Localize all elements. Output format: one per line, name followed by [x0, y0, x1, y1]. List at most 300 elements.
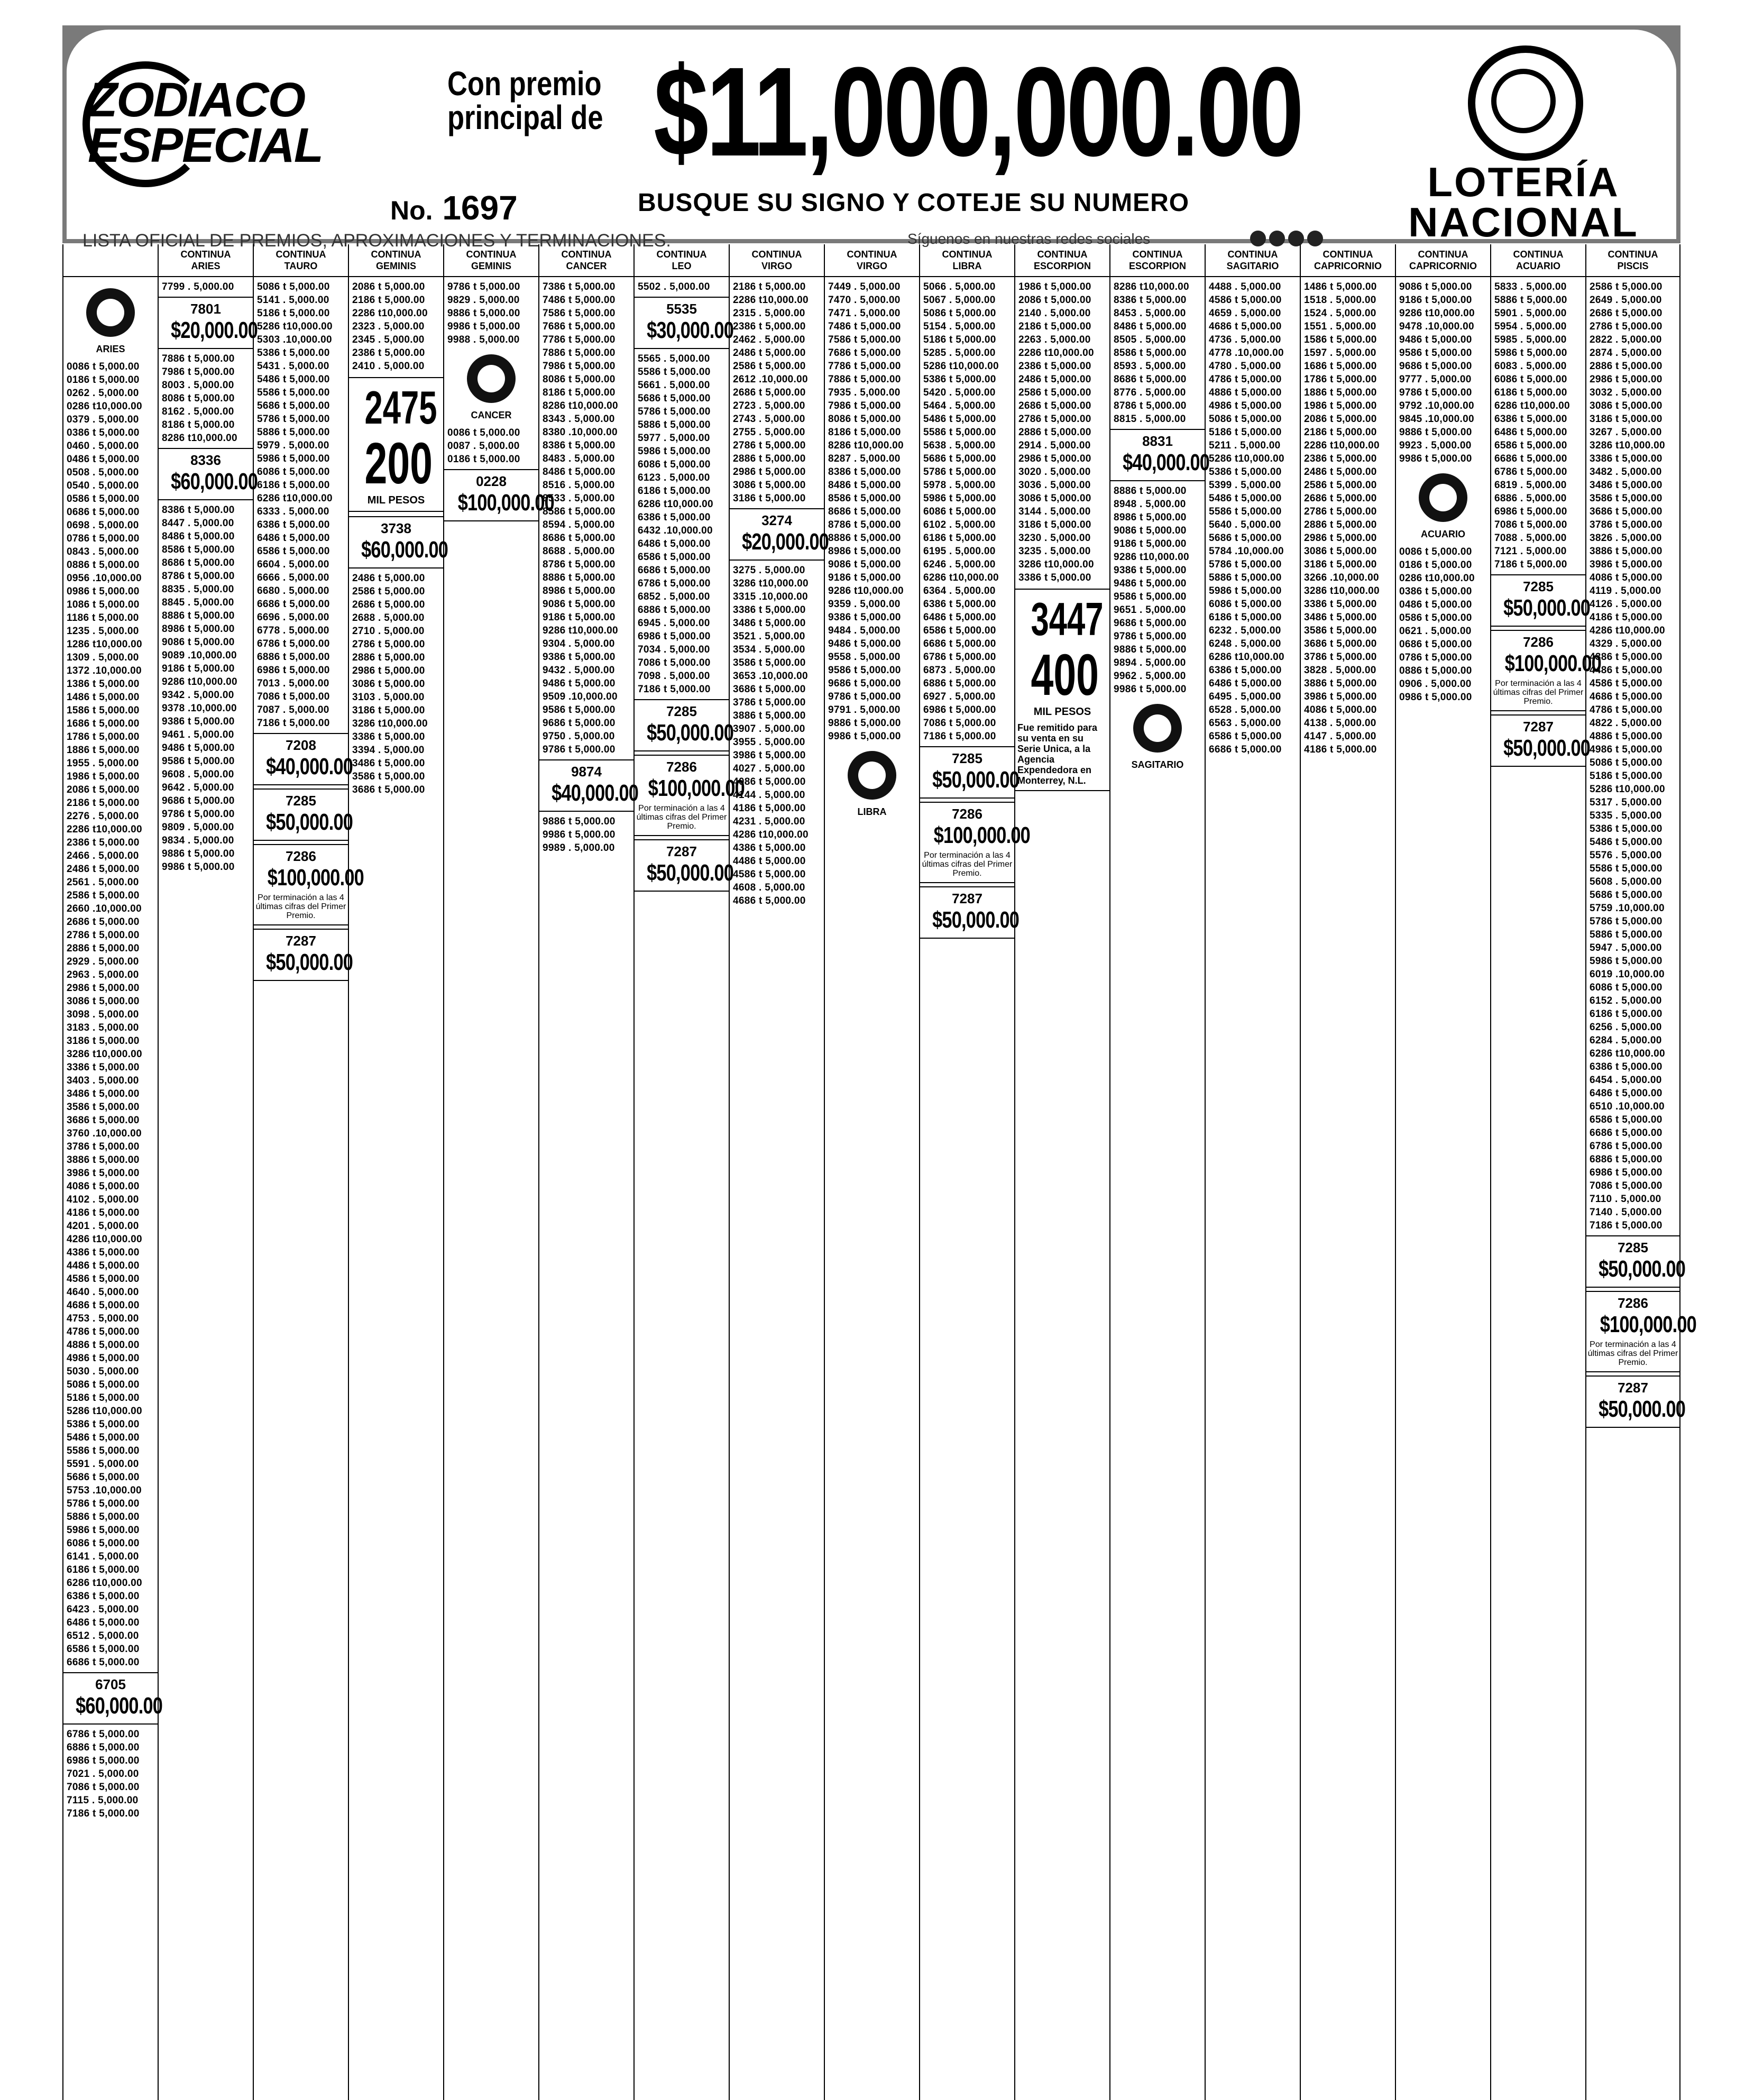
result-row: 3386 t 5,000.00	[352, 731, 425, 742]
result-row: 2612 .10,000.00	[733, 374, 808, 385]
column-header	[635, 244, 729, 277]
result-row: 5586 t 5,000.00	[1590, 863, 1663, 874]
result-row: 4986 t 5,000.00	[1590, 744, 1663, 755]
result-row: 3686 t 5,000.00	[1304, 638, 1377, 649]
result-row: 5286 t10,000.00	[67, 1406, 142, 1417]
result-row: 0286 t10,000.00	[67, 401, 142, 412]
major-unit: MIL PESOS	[367, 494, 425, 506]
result-row: 3286 t10,000.00	[1304, 585, 1380, 597]
result-row: 3186 t 5,000.00	[1018, 519, 1091, 530]
prize-label-line1: Con premio	[447, 65, 602, 103]
result-row: 0621 . 5,000.00	[1399, 626, 1472, 637]
result-row: 6686 t 5,000.00	[257, 599, 330, 610]
result-row: 7886 t 5,000.00	[543, 347, 616, 359]
result-row: 2386 t 5,000.00	[1304, 453, 1377, 464]
result-row: 5186 t 5,000.00	[923, 334, 996, 345]
zodiac-sign	[447, 350, 535, 421]
result-row: 2276 . 5,000.00	[67, 811, 139, 822]
approx-prize	[635, 699, 734, 751]
result-row: 7034 . 5,000.00	[638, 644, 710, 655]
result-row: 3907 . 5,000.00	[733, 723, 805, 735]
result-row: 9886 t 5,000.00	[543, 816, 616, 827]
termination-note: Por terminación a las 4 últimas cifras del Primer Premio.	[1587, 1340, 1678, 1367]
approx-amount: $50,000.00	[1599, 1256, 1686, 1282]
result-row: 9750 . 5,000.00	[543, 731, 615, 742]
result-row: 0586 t 5,000.00	[67, 493, 140, 505]
result-row: 4138 . 5,000.00	[1304, 718, 1376, 729]
result-row: 0386 t 5,000.00	[1399, 586, 1472, 597]
result-row: 6248 . 5,000.00	[1209, 638, 1281, 649]
column-header-sign: VIRGO	[761, 261, 792, 271]
result-row: 4786 t 5,000.00	[1590, 704, 1663, 716]
result-row: 7088 . 5,000.00	[1494, 533, 1567, 544]
tagline: BUSQUE SU SIGNO Y COTEJE SU NUMERO	[638, 189, 1190, 217]
result-row: 9986 t 5,000.00	[828, 731, 901, 742]
result-row: 6873 . 5,000.00	[923, 665, 996, 676]
column-header	[1586, 244, 1679, 277]
result-row: 0686 t 5,000.00	[1399, 639, 1472, 650]
result-row: 6786 t 5,000.00	[638, 578, 711, 589]
result-row: 6232 . 5,000.00	[1209, 625, 1281, 636]
result-row: 5186 t 5,000.00	[257, 308, 330, 319]
result-row: 3315 .10,000.00	[733, 591, 808, 602]
result-row: 8486 t 5,000.00	[162, 531, 235, 542]
result-row: 0086 t 5,000.00	[447, 427, 520, 438]
result-row: 6386 t 5,000.00	[1590, 1061, 1663, 1072]
result-row: 6510 .10,000.00	[1590, 1101, 1665, 1112]
approx-amount: $50,000.00	[647, 720, 734, 746]
result-row: 6680 . 5,000.00	[257, 585, 329, 597]
result-row: 0986 t 5,000.00	[1399, 692, 1472, 703]
approx-prize	[635, 297, 734, 349]
result-row: 9486 t 5,000.00	[828, 638, 901, 649]
result-row: 4119 . 5,000.00	[1590, 585, 1661, 597]
result-row: 2086 t 5,000.00	[67, 784, 140, 795]
result-row: 4488 . 5,000.00	[1209, 281, 1281, 292]
sign-name: SAGITARIO	[1131, 759, 1184, 770]
result-row: 5335 . 5,000.00	[1590, 810, 1662, 821]
termination-note: Por terminación a las 4 últimas cifras del Primer Premio.	[1493, 679, 1584, 706]
result-row: 3186 t 5,000.00	[352, 705, 425, 716]
column-header-line: CONTINUA	[1322, 249, 1373, 260]
result-row: 8186 t 5,000.00	[162, 419, 235, 430]
result-row: 5211 . 5,000.00	[1209, 440, 1281, 451]
result-row: 3266 .10,000.00	[1304, 572, 1379, 583]
result-row: 8486 t 5,000.00	[543, 466, 616, 478]
result-row: 2486 t 5,000.00	[352, 573, 425, 584]
result-row: 8686 t 5,000.00	[162, 557, 235, 568]
result-row: 9286 t10,000.00	[543, 625, 618, 636]
result-row: 3786 t 5,000.00	[1590, 519, 1663, 530]
result-row: 2186 t 5,000.00	[733, 281, 806, 292]
result-row: 3586 t 5,000.00	[352, 771, 425, 782]
result-row: 5986 t 5,000.00	[1590, 956, 1663, 967]
major-unit: MIL PESOS	[1033, 706, 1091, 718]
result-row: 4786 t 5,000.00	[1209, 374, 1282, 385]
result-row: 4886 t 5,000.00	[67, 1340, 140, 1351]
result-row: 2586 t 5,000.00	[67, 890, 140, 901]
sign-name: LIBRA	[857, 806, 887, 817]
result-row: 1518 . 5,000.00	[1304, 295, 1376, 306]
result-row: 6786 t 5,000.00	[1494, 466, 1567, 478]
result-row: 5154 . 5,000.00	[923, 321, 996, 332]
result-row: 3786 t 5,000.00	[67, 1141, 140, 1152]
result-row: 5978 . 5,000.00	[923, 480, 996, 491]
result-row: 6186 t 5,000.00	[1209, 612, 1282, 623]
result-row: 5759 .10,000.00	[1590, 903, 1665, 914]
result-row: 4686 t 5,000.00	[67, 1300, 140, 1311]
result-row: 1955 . 5,000.00	[67, 758, 139, 769]
result-row: 2649 . 5,000.00	[1590, 295, 1662, 306]
prize-label-line2: principal de	[447, 98, 603, 136]
result-row: 9086 t 5,000.00	[828, 559, 901, 570]
result-row: 8286 t10,000.00	[162, 433, 237, 444]
column-header	[1015, 244, 1109, 277]
result-row: 0906 . 5,000.00	[1399, 678, 1472, 690]
result-row: 5186 t 5,000.00	[1590, 771, 1663, 782]
org-line2: NACIONAL	[1408, 199, 1639, 245]
result-row: 4659 . 5,000.00	[1209, 308, 1281, 319]
result-row: 5986 t 5,000.00	[923, 493, 996, 504]
result-row: 7886 t 5,000.00	[828, 374, 901, 385]
result-row: 2929 . 5,000.00	[67, 956, 139, 967]
result-row: 6386 t 5,000.00	[257, 519, 330, 530]
result-row: 9962 . 5,000.00	[1114, 671, 1186, 682]
result-row: 6086 t 5,000.00	[67, 1538, 140, 1549]
approx-number: 7286	[1523, 634, 1554, 650]
approx-number: 7287	[952, 891, 982, 906]
result-row: 6586 t 5,000.00	[923, 625, 996, 636]
approx-prize	[63, 1672, 163, 1725]
result-row: 9986 t 5,000.00	[447, 321, 520, 332]
result-row: 3653 .10,000.00	[733, 671, 808, 682]
result-row: 5979 . 5,000.00	[257, 440, 329, 451]
column-header	[1396, 244, 1490, 277]
result-row: 7086 t 5,000.00	[923, 718, 996, 729]
result-row: 4086 t 5,000.00	[67, 1181, 140, 1192]
approx-amount: $50,000.00	[1503, 735, 1591, 761]
result-row: 6886 t 5,000.00	[257, 652, 330, 663]
result-row: 8786 t 5,000.00	[543, 559, 616, 570]
result-row: 8593 . 5,000.00	[1114, 361, 1186, 372]
result-row: 5386 t 5,000.00	[1590, 823, 1663, 835]
result-row: 5303 .10,000.00	[257, 334, 332, 345]
result-row: 9086 t 5,000.00	[1114, 525, 1187, 536]
result-row: 9886 t 5,000.00	[828, 718, 901, 729]
approx-prize	[920, 802, 1030, 883]
result-row: 3955 . 5,000.00	[733, 737, 805, 748]
approx-amount: $60,000.00	[76, 1693, 163, 1719]
column-body	[1110, 277, 1210, 771]
result-row: 3534 . 5,000.00	[733, 644, 805, 655]
result-row: 2710 . 5,000.00	[352, 626, 425, 637]
result-row: 6986 t 5,000.00	[67, 1755, 140, 1766]
column-header	[1110, 244, 1205, 277]
result-row: 3486 t 5,000.00	[1590, 480, 1663, 491]
result-row: 5686 t 5,000.00	[67, 1472, 140, 1483]
result-row: 6927 . 5,000.00	[923, 691, 996, 702]
result-row: 5608 . 5,000.00	[1590, 876, 1662, 887]
result-row: 6666 . 5,000.00	[257, 572, 329, 583]
result-row: 9651 . 5,000.00	[1114, 604, 1186, 616]
result-row: 6423 . 5,000.00	[67, 1604, 139, 1615]
result-row: 8386 t 5,000.00	[828, 466, 901, 478]
result-row: 7986 t 5,000.00	[828, 400, 901, 411]
result-row: 8886 t 5,000.00	[828, 533, 901, 544]
result-row: 2686 t 5,000.00	[1304, 493, 1377, 504]
column-header-line: CONTINUA	[180, 249, 231, 260]
result-row: 5886 t 5,000.00	[638, 419, 711, 430]
result-row: 2486 t 5,000.00	[67, 864, 140, 875]
result-row: 3586 t 5,000.00	[67, 1102, 140, 1113]
result-row: 2186 t 5,000.00	[1018, 321, 1091, 332]
result-row: 3482 . 5,000.00	[1590, 466, 1662, 478]
column-body	[1301, 277, 1395, 756]
result-row: 1786 t 5,000.00	[1304, 374, 1377, 385]
result-row: 9809 . 5,000.00	[162, 822, 234, 833]
result-row: 4386 t 5,000.00	[733, 842, 806, 854]
result-row: 2755 . 5,000.00	[733, 427, 805, 438]
column-body	[159, 277, 258, 874]
result-row: 2086 t 5,000.00	[1018, 295, 1091, 306]
result-row: 1586 t 5,000.00	[67, 705, 140, 716]
result-row: 4286 t10,000.00	[733, 829, 809, 840]
result-row: 2462 . 5,000.00	[733, 334, 805, 345]
result-row: 8486 t 5,000.00	[1114, 321, 1187, 332]
result-row: 3986 t 5,000.00	[67, 1168, 140, 1179]
column-header-line: CONTINUA	[1132, 249, 1183, 260]
column-header	[730, 244, 824, 277]
result-row: 4329 . 5,000.00	[1590, 638, 1662, 649]
result-row: 5576 . 5,000.00	[1590, 850, 1662, 861]
result-row: 8453 . 5,000.00	[1114, 308, 1186, 319]
result-row: 4886 t 5,000.00	[1209, 387, 1282, 398]
result-row: 5286 t10,000.00	[923, 361, 999, 372]
result-row: 6286 t10,000.00	[1590, 1048, 1665, 1059]
result-row: 0379 . 5,000.00	[67, 414, 139, 425]
result-row: 1886 t 5,000.00	[67, 745, 140, 756]
column-header-line: CONTINUA	[466, 249, 517, 260]
result-row: 6786 t 5,000.00	[923, 652, 996, 663]
approx-number: 7285	[666, 703, 697, 719]
result-row: 7786 t 5,000.00	[828, 361, 901, 372]
result-row: 4486 t 5,000.00	[1590, 665, 1663, 676]
column-header-sign: ACUARIO	[1516, 261, 1560, 271]
result-row: 6786 t 5,000.00	[1590, 1141, 1663, 1152]
column-body	[1491, 277, 1601, 767]
result-row: 5886 t 5,000.00	[257, 427, 330, 438]
result-row: 6364 . 5,000.00	[923, 585, 996, 597]
column-header	[920, 244, 1014, 277]
result-row: 7935 . 5,000.00	[828, 387, 901, 398]
result-row: 4780 . 5,000.00	[1209, 361, 1281, 372]
result-row: 4608 . 5,000.00	[733, 882, 805, 893]
sagittarius-icon	[1128, 699, 1187, 757]
result-row: 8686 t 5,000.00	[543, 533, 616, 544]
column-body	[349, 277, 448, 796]
result-row: 0086 t 5,000.00	[67, 361, 140, 372]
result-row: 3986 t 5,000.00	[733, 750, 806, 761]
result-row: 2660 .10,000.00	[67, 903, 142, 914]
result-row: 2786 t 5,000.00	[1304, 506, 1377, 517]
column-header-line: CONTINUA	[371, 249, 421, 260]
result-row: 9478 .10,000.00	[1399, 321, 1474, 332]
result-row: 6486 t 5,000.00	[1590, 1088, 1663, 1099]
result-row: 5661 . 5,000.00	[638, 380, 710, 391]
result-row: 5786 t 5,000.00	[1590, 916, 1663, 927]
result-row: 0087 . 5,000.00	[447, 441, 520, 452]
result-row: 2286 t10,000.00	[352, 308, 428, 319]
result-row: 6186 t 5,000.00	[67, 1564, 140, 1575]
result-row: 4686 t 5,000.00	[1590, 691, 1663, 702]
results-column	[1395, 244, 1490, 2100]
result-row: 6486 t 5,000.00	[1494, 427, 1567, 438]
column-header-sign: CAPRICORNIO	[1314, 261, 1382, 271]
result-row: 7087 . 5,000.00	[257, 704, 329, 716]
result-row: 7086 t 5,000.00	[638, 657, 711, 668]
result-row: 2686 t 5,000.00	[1018, 400, 1091, 411]
result-row: 3394 . 5,000.00	[352, 745, 425, 756]
result-row: 2786 t 5,000.00	[352, 639, 425, 650]
result-row: 3036 . 5,000.00	[1018, 480, 1091, 491]
approx-prize	[635, 839, 734, 892]
result-row: 5586 t 5,000.00	[257, 387, 330, 398]
result-row: 3235 . 5,000.00	[1018, 546, 1091, 557]
results-column	[158, 244, 258, 2100]
result-row: 2466 . 5,000.00	[67, 850, 139, 861]
approx-amount: $100,000.00	[1504, 650, 1601, 676]
termination-note: Por terminación a las 4 últimas cifras del Primer Premio.	[922, 851, 1013, 878]
result-row: 9086 t 5,000.00	[543, 599, 616, 610]
approx-prize	[920, 746, 1020, 799]
aquarius-icon	[1414, 469, 1472, 527]
result-row: 2874 . 5,000.00	[1590, 347, 1662, 359]
result-row: 6284 . 5,000.00	[1590, 1035, 1662, 1046]
result-row: 9791 . 5,000.00	[828, 704, 901, 716]
result-row: 3386 t 5,000.00	[67, 1062, 140, 1073]
result-row: 9608 . 5,000.00	[162, 769, 234, 780]
zodiac-sign	[828, 746, 916, 818]
column-header	[1301, 244, 1395, 277]
result-row: 7186 t 5,000.00	[257, 718, 330, 729]
result-row: 9432 . 5,000.00	[543, 665, 615, 676]
column-header-line: CONTINUA	[1227, 249, 1278, 260]
result-row: 8186 t 5,000.00	[543, 387, 616, 398]
column-header	[349, 244, 443, 277]
approx-number: 0228	[476, 473, 507, 489]
result-row: 0486 t 5,000.00	[1399, 599, 1472, 610]
result-row: 2786 t 5,000.00	[1018, 414, 1091, 425]
result-row: 6852 . 5,000.00	[638, 591, 710, 602]
result-row: 9829 . 5,000.00	[447, 295, 520, 306]
result-row: 5186 t 5,000.00	[67, 1392, 140, 1404]
result-row: 5886 t 5,000.00	[1590, 929, 1663, 940]
result-row: 4786 t 5,000.00	[67, 1326, 140, 1337]
result-row: 5886 t 5,000.00	[1209, 572, 1282, 583]
results-column	[443, 244, 554, 2100]
result-row: 3086 t 5,000.00	[352, 678, 425, 690]
approx-number: 7287	[1618, 1380, 1648, 1396]
result-row: 0186 t 5,000.00	[67, 374, 140, 386]
result-row: 7799 . 5,000.00	[162, 281, 234, 292]
result-row: 9986 t 5,000.00	[162, 861, 235, 873]
result-row: 1186 t 5,000.00	[67, 612, 139, 623]
result-row: 9923 . 5,000.00	[1399, 440, 1472, 451]
result-row: 8776 . 5,000.00	[1114, 387, 1186, 398]
result-row: 9786 t 5,000.00	[1399, 387, 1472, 398]
result-row: 9486 t 5,000.00	[1114, 578, 1187, 589]
column-header-line: CONTINUA	[1037, 249, 1088, 260]
result-row: 2686 t 5,000.00	[733, 387, 806, 398]
result-row: 5386 t 5,000.00	[923, 374, 996, 385]
result-row: 2386 t 5,000.00	[733, 321, 806, 332]
results-column	[538, 244, 639, 2100]
result-row: 6495 . 5,000.00	[1209, 691, 1281, 702]
result-row: 8886 t 5,000.00	[162, 610, 235, 621]
result-row: 9686 t 5,000.00	[1114, 618, 1187, 629]
result-row: 9486 t 5,000.00	[162, 742, 235, 754]
result-row: 9642 . 5,000.00	[162, 782, 234, 793]
result-row: 8986 t 5,000.00	[1114, 512, 1187, 523]
result-row: 2186 t 5,000.00	[1304, 427, 1377, 438]
result-row: 1886 t 5,000.00	[1304, 387, 1377, 398]
major-amount: 200	[364, 431, 433, 496]
result-row: 5067 . 5,000.00	[923, 295, 996, 306]
result-row: 2986 t 5,000.00	[1590, 374, 1663, 385]
approx-number: 7286	[952, 806, 982, 822]
result-row: 1686 t 5,000.00	[1304, 361, 1377, 372]
approx-number: 7285	[286, 793, 316, 809]
column-header	[825, 244, 919, 277]
result-row: 6454 . 5,000.00	[1590, 1075, 1662, 1086]
result-row: 5285 . 5,000.00	[923, 347, 996, 359]
result-row: 2286 t10,000.00	[67, 824, 142, 835]
result-row: 4586 t 5,000.00	[733, 869, 806, 880]
result-row: 6886 t 5,000.00	[923, 678, 996, 689]
result-row: 2586 t 5,000.00	[733, 361, 806, 372]
result-row: 6286 t10,000.00	[638, 499, 713, 510]
column-header-line: CONTINUA	[656, 249, 707, 260]
result-row: 5686 t 5,000.00	[638, 393, 711, 404]
results-column	[1490, 244, 1601, 2100]
result-row: 0686 t 5,000.00	[67, 507, 140, 518]
social-text: Síguenos en nuestras redes sociales	[907, 231, 1151, 247]
column-header-sign: VIRGO	[856, 261, 887, 271]
result-row: 8688 . 5,000.00	[543, 546, 615, 557]
result-row: 9286 t10,000.00	[828, 585, 904, 597]
approx-amount: $100,000.00	[457, 490, 554, 516]
result-row: 9486 t 5,000.00	[1399, 334, 1472, 345]
result-row: 4586 t 5,000.00	[1209, 295, 1282, 306]
approx-number: 7287	[286, 933, 316, 949]
result-row: 8447 . 5,000.00	[162, 518, 234, 529]
result-row: 8786 t 5,000.00	[162, 571, 235, 582]
result-row: 8162 . 5,000.00	[162, 406, 234, 417]
result-row: 0460 . 5,000.00	[67, 441, 139, 452]
result-row: 5686 t 5,000.00	[1209, 533, 1282, 544]
result-row: 8086 t 5,000.00	[543, 374, 616, 385]
result-row: 4144 . 5,000.00	[733, 790, 805, 801]
result-row: 3586 t 5,000.00	[1590, 493, 1663, 504]
approx-amount: $40,000.00	[266, 754, 353, 780]
result-row: 0186 t 5,000.00	[1399, 560, 1472, 571]
main-prize-amount: $11,000,000.00	[654, 41, 1302, 182]
results-column	[1300, 244, 1395, 2100]
approx-amount: $40,000.00	[552, 780, 639, 806]
approx-number: 7208	[286, 737, 316, 753]
result-row: 6686 t 5,000.00	[923, 638, 996, 649]
cancer-icon	[462, 350, 520, 408]
